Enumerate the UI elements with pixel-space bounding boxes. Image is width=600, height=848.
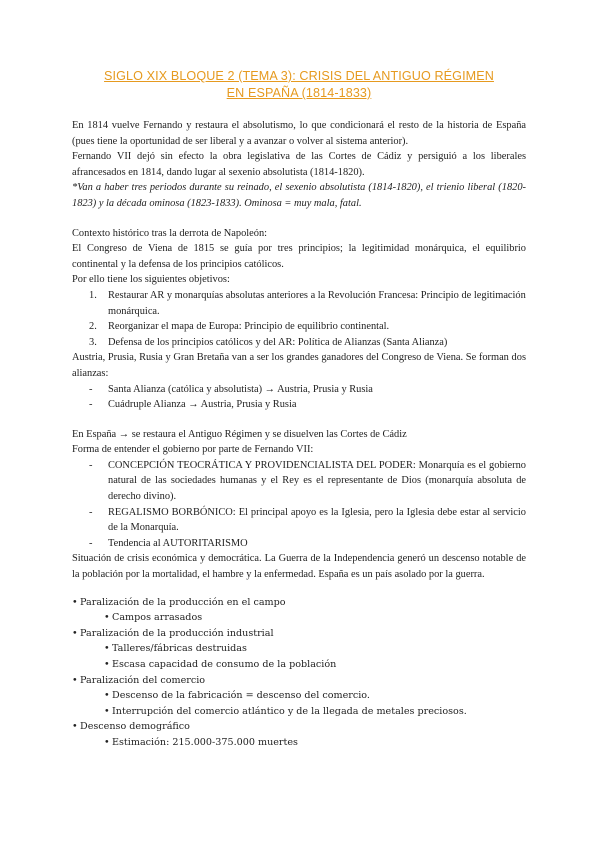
title-line-1: SIGLO XIX BLOQUE 2 (TEMA 3): CRISIS DEL ANTIGUO RÉGIMEN bbox=[104, 69, 494, 83]
objectives-list bbox=[72, 288, 526, 350]
title-line-2: EN ESPAÑA (1814-1833) bbox=[226, 86, 372, 100]
context-paragraph-3: Austria, Prusia, Rusia y Gran Bretaña van a ser los grandes ganadores del Congreso de Viena. Se forman dos alianzas: bbox=[72, 352, 526, 379]
document-title bbox=[72, 68, 526, 102]
list-item: • Descenso de la fabricación = descenso del comercio. bbox=[104, 690, 370, 702]
list-item: • Paralización del comercio bbox=[72, 674, 206, 686]
context-paragraph-2: Por ello tiene los siguientes objetivos: bbox=[72, 274, 230, 286]
list-item: • Descenso demográfico bbox=[72, 721, 190, 733]
crisis-list bbox=[72, 595, 526, 751]
intro-note: *Van a haber tres periodos durante su reinado, el sexenio absolutista (1814-1820), el trienio liberal (1820-1823) y la década ominosa (1823-1833). Ominosa = muy mala, fatal. bbox=[72, 182, 526, 209]
alliances-list bbox=[72, 382, 526, 413]
list-item: 2. Reorganizar el mapa de Europa: Principio de equilibrio continental. bbox=[89, 321, 390, 333]
list-item: • Interrupción del comercio atlántico y de la llegada de metales preciosos. bbox=[104, 705, 467, 717]
list-item: - Santa Alianza (católica y absolutista) → Austria, Prusia y Rusia bbox=[89, 383, 373, 395]
list-item: - Cuádruple Alianza → Austria, Prusia y Rusia bbox=[89, 399, 297, 411]
list-item: 3. Defensa de los principios católicos y del AR: Política de Alianzas (Santa Alianza) bbox=[89, 336, 448, 348]
spain-paragraph-3: Situación de crisis económica y democrática. La Guerra de la Independencia generó un descenso notable de la población por la mortalidad, el hambre y la enfermedad. España es un país asolado por la guerra. bbox=[72, 553, 526, 581]
intro-paragraph-1: En 1814 vuelve Fernando y restaura el absolutismo, lo que condicionará el resto de la historia de España (pues tiene la oportunidad de ser liberal y a avanzar o volver al sistema anterior). bbox=[72, 120, 526, 147]
list-item: • Talleres/fábricas destruidas bbox=[104, 643, 247, 655]
context-heading: Contexto histórico tras la derrota de Napoleón: bbox=[72, 227, 268, 239]
government-list bbox=[72, 458, 526, 552]
list-item: • Paralización de la producción en el campo bbox=[72, 596, 286, 608]
intro-paragraph-2: Fernando VII dejó sin efecto la obra legislativa de las Cortes de Cádiz y persiguió a los liberales afrancesados en 1814, dando lugar al sexenio absolutista (1814-1820). bbox=[72, 151, 526, 178]
spain-paragraph-1: En España → se restaura el Antiguo Régimen y se disuelven las Cortes de Cádiz bbox=[72, 428, 407, 440]
list-item: • Escasa capacidad de consumo de la población bbox=[104, 659, 337, 670]
list-item: • Estimación: 215.000-375.000 muertes bbox=[104, 736, 298, 748]
context-paragraph-1: El Congreso de Viena de 1815 se guía por tres principios; la legitimidad monárquica, el equilibrio continental y la defensa de los principios católicos. bbox=[72, 243, 526, 270]
list-item: - REGALISMO BORBÓNICO: El principal apoyo es la Iglesia, pero la Iglesia debe estar al servicio de la Monarquía. bbox=[89, 506, 526, 534]
list-item: • Campos arrasados bbox=[104, 612, 203, 624]
list-item: • Paralización de la producción industrial bbox=[72, 627, 274, 639]
spain-paragraph-2: Forma de entender el gobierno por parte de Fernando VII: bbox=[72, 444, 314, 456]
list-item: - CONCEPCIÓN TEOCRÁTICA Y PROVIDENCIALISTA DEL PODER: Monarquía es el gobierno natural de las sociedades humanas y el Rey es el representante de Dios (monarquía absoluta de derecho divino). bbox=[89, 459, 526, 503]
list-item: - Tendencia al AUTORITARISMO bbox=[89, 537, 248, 549]
list-item: 1. Restaurar AR y monarquías absolutas anteriores a la Revolución Francesa: Principio de legitimación monárquica. bbox=[89, 289, 526, 317]
